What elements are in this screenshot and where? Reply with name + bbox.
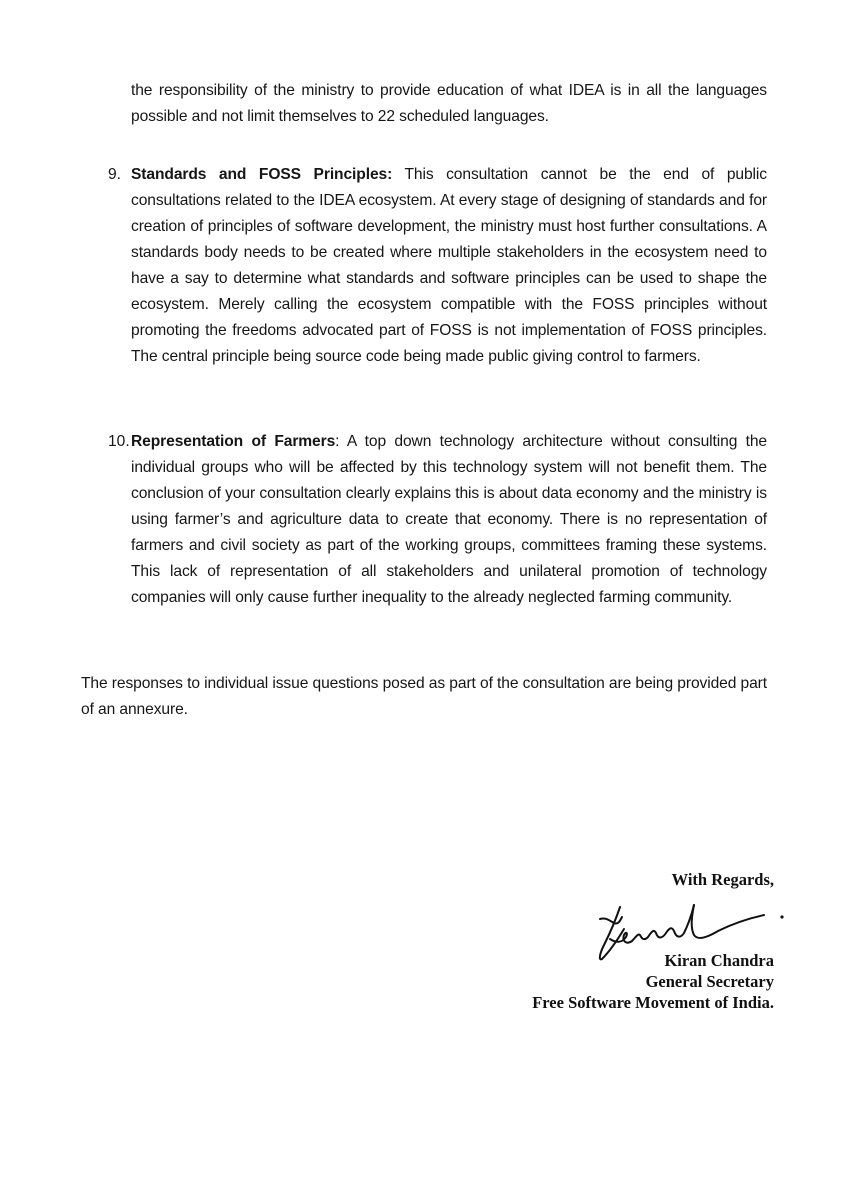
- signatory-name: Kiran Chandra: [664, 951, 774, 970]
- list-item-number: 9.: [108, 166, 122, 183]
- list-item-number: 10.: [108, 433, 130, 450]
- signatory-title: General Secretary: [645, 972, 774, 991]
- list-item-text: This consultation cannot be the end of public consultations related to the IDEA ecosystem. At every stage of designing of standards and for creation of principles of software development, the ministry must host further consultations. A standards body needs to be created where multiple stakeholders in the ecosystem need to have a say to determine what standards and software principles can be used to shape the ecosystem. Merely calling the ecosystem compatible with the FOSS principles without promoting the freedoms advocated part of FOSS is not implementation of FOSS principles. The central principle being source code being made public giving control to farmers.: [131, 166, 767, 365]
- list-item-body: [131, 429, 767, 611]
- salutation: [672, 869, 774, 902]
- list-item-body: [131, 162, 767, 370]
- signatory-details: [532, 950, 774, 1013]
- list-item-heading: Standards and FOSS Principles:: [131, 166, 393, 183]
- closing-paragraph: The responses to individual issue questions posed as part of the consultation are being provided part of an annexure.: [81, 675, 767, 718]
- list-item-heading: Representation of Farmers: [131, 433, 336, 450]
- signatory-organization: Free Software Movement of India.: [532, 993, 774, 1012]
- salutation-text: With Regards,: [671, 870, 774, 889]
- list-item-text: : A top down technology architecture without consulting the individual groups who will be affected by this technology system will not benefit them. The conclusion of your consultation clearly explains this is about data economy and the ministry is using farmer’s and agriculture data to create that economy. There is no representation of farmers and civil society as part of the working groups, committees framing these systems. This lack of representation of all stakeholders and unilateral promotion of technology companies will only cause further inequality to the already neglected farming community.: [131, 433, 767, 606]
- continuation-paragraph: the responsibility of the ministry to provide education of what IDEA is in all the languages possible and not limit themselves to 22 scheduled languages.: [131, 82, 767, 125]
